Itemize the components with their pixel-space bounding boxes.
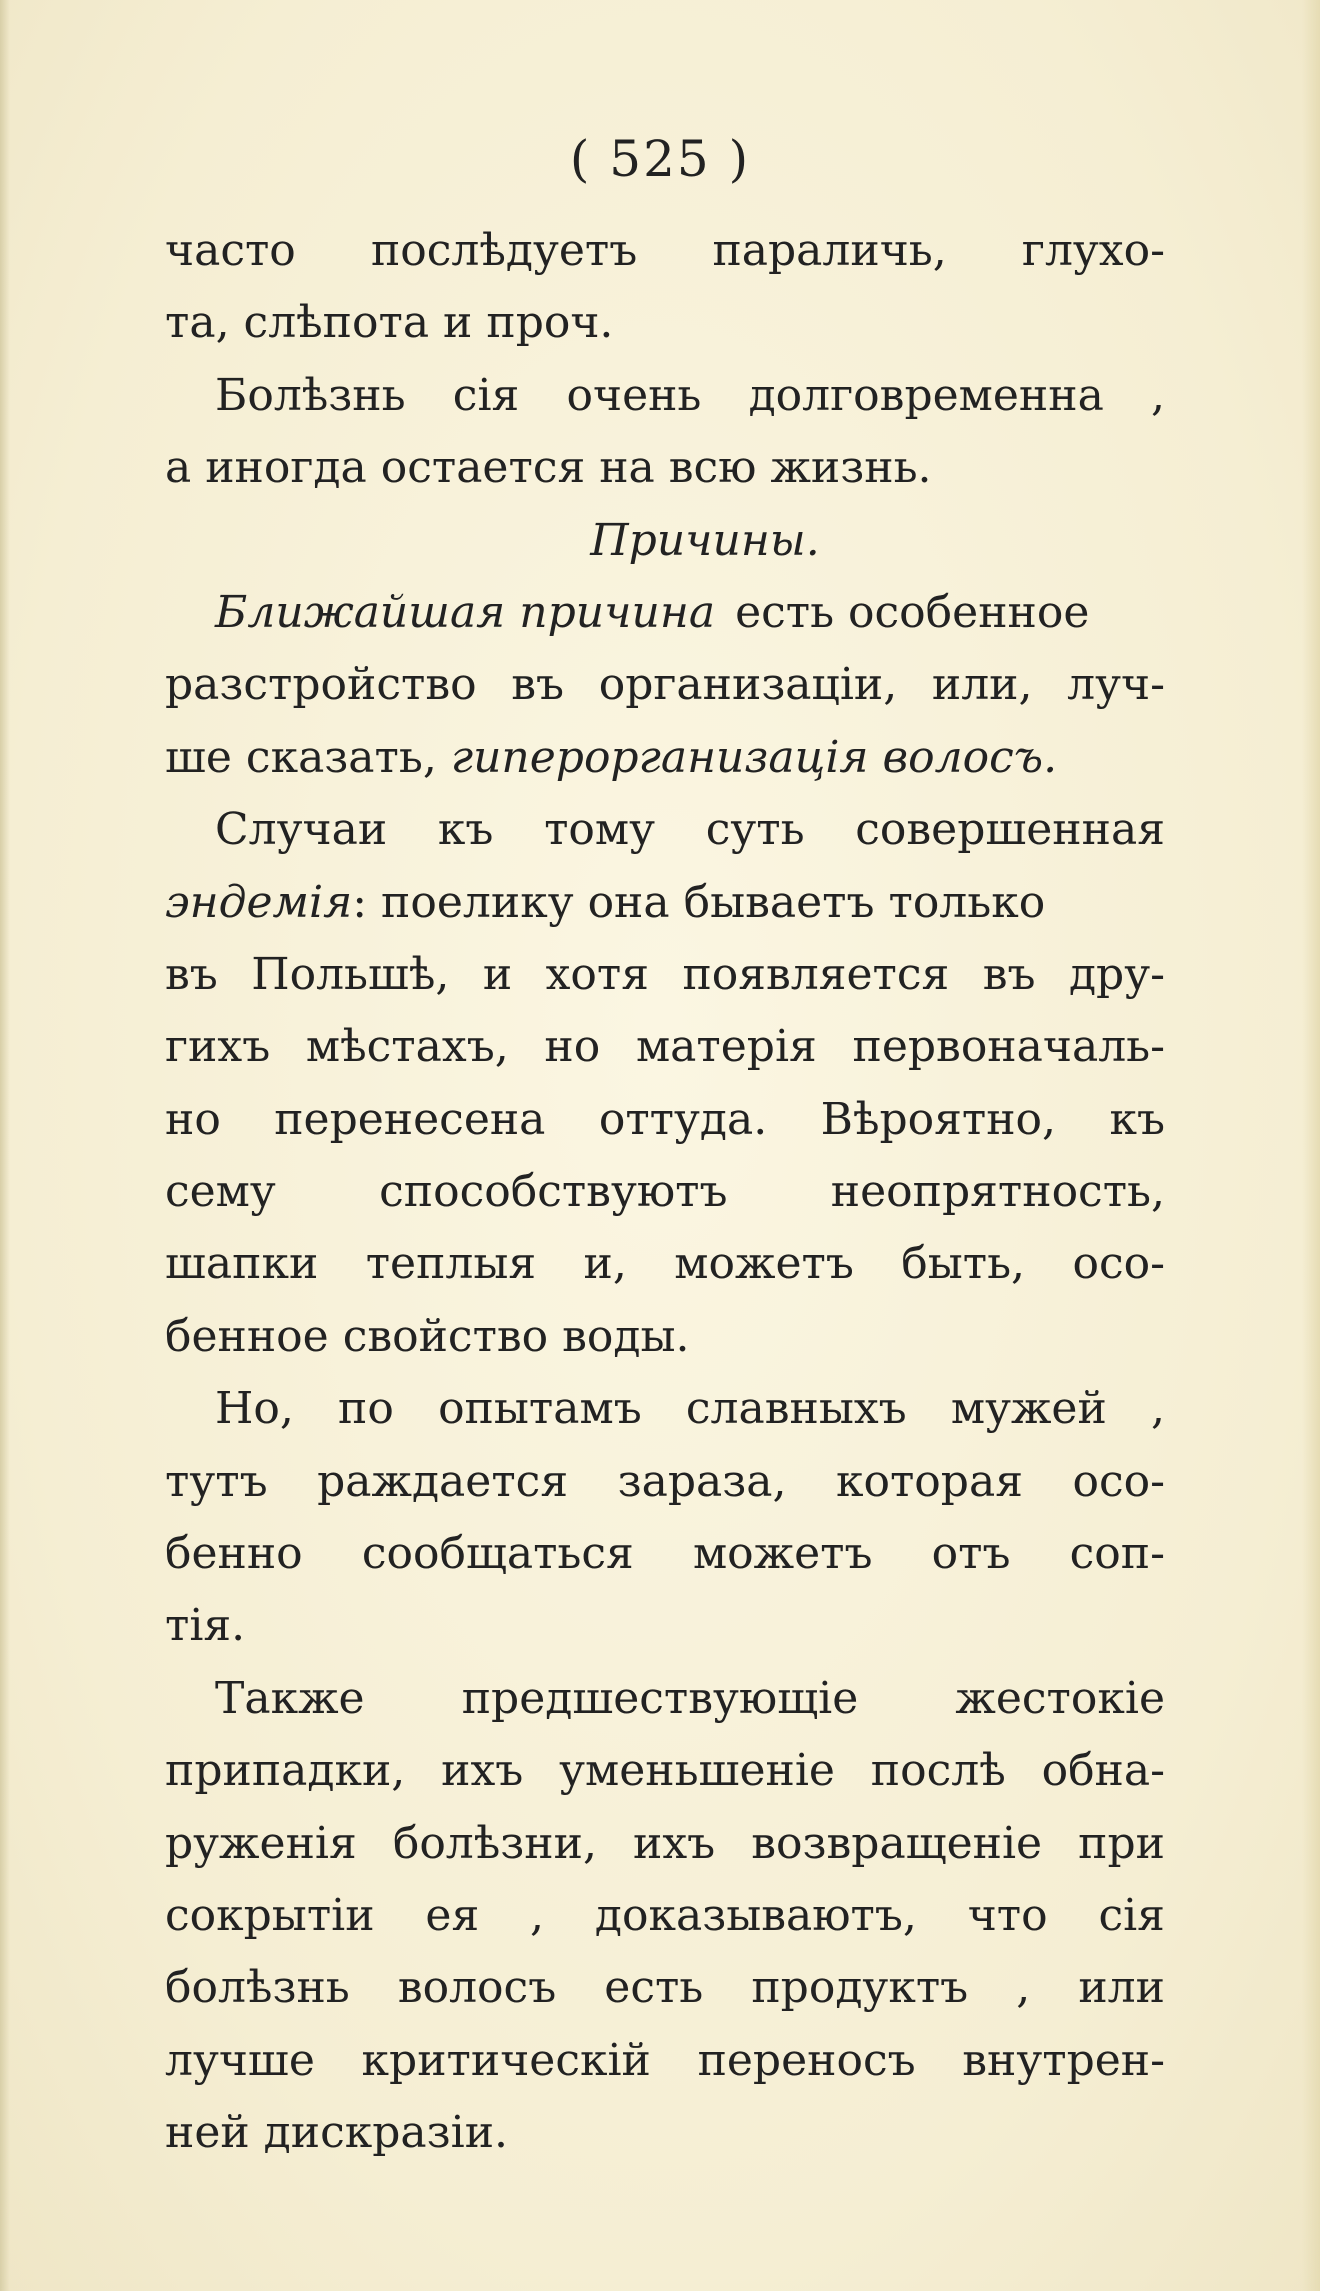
word: болѣзнь <box>165 1962 350 2014</box>
word: , <box>1151 369 1165 421</box>
word: способствуютъ <box>379 1166 728 1218</box>
text-line <box>165 1590 1165 1662</box>
text-line-content <box>215 1373 1165 1445</box>
word: обна- <box>1041 1745 1165 1797</box>
word: перенесена <box>274 1093 546 1145</box>
text-line <box>165 1880 1165 1952</box>
word: , <box>1016 1962 1031 2014</box>
word: Но, <box>215 1383 294 1435</box>
word: появляется <box>682 948 950 1000</box>
text-line-content <box>165 1952 1165 2024</box>
word: по <box>338 1383 394 1435</box>
word: ихъ <box>633 1817 716 1869</box>
word: ея <box>425 1889 480 1941</box>
word: хотя <box>545 948 650 1000</box>
text-line <box>165 360 1165 432</box>
word: сообщаться <box>361 1528 634 1580</box>
word: Вѣроятно, <box>820 1093 1057 1145</box>
word: послѣ <box>870 1745 1006 1797</box>
text-line-content: ней дискразiи. <box>165 2107 509 2159</box>
word: можетъ <box>692 1528 873 1580</box>
word: возвращенiе <box>751 1817 1043 1869</box>
italic-term: Ближайшая причина <box>215 586 716 638</box>
word: внутрен- <box>962 2034 1165 2086</box>
text-line <box>165 1663 1165 1735</box>
word: опытамъ <box>438 1383 642 1435</box>
text-line <box>165 1011 1165 1083</box>
word: лучше <box>165 2034 315 2086</box>
word: и <box>482 948 513 1000</box>
word: осо- <box>1072 1238 1165 1290</box>
italic-term: эндемiя <box>165 876 353 928</box>
text-line-content <box>165 1808 1165 1880</box>
word: быть, <box>901 1238 1026 1290</box>
word: можетъ <box>674 1238 854 1290</box>
word: уменьшенiе <box>559 1745 835 1797</box>
word: но <box>544 1021 601 1073</box>
word: мужей <box>950 1383 1107 1435</box>
word: къ <box>437 804 494 856</box>
text-line <box>165 1446 1165 1518</box>
text-line <box>165 432 1165 504</box>
text-line <box>165 215 1165 287</box>
word: бенно <box>165 1528 303 1580</box>
word: параличь, <box>712 225 947 276</box>
text-line <box>165 1735 1165 1807</box>
word: волосъ <box>397 1962 557 2014</box>
text-line-content <box>165 1011 1165 1083</box>
text-line <box>165 867 1165 939</box>
word: славныхъ <box>685 1383 907 1435</box>
body-text <box>165 215 1165 2170</box>
word: или <box>1078 1962 1165 2014</box>
word: зараза, <box>617 1455 787 1507</box>
text-line-content <box>215 360 1165 432</box>
word: шапки <box>165 1238 319 1290</box>
word: есть <box>604 1962 704 2014</box>
word: въ <box>511 659 565 711</box>
word: раждается <box>317 1455 569 1507</box>
text-line <box>165 794 1165 866</box>
text-line <box>165 1301 1165 1373</box>
word: критическiй <box>361 2034 651 2086</box>
text-line-content: а иногда остается на всю жизнь. <box>165 442 932 494</box>
text-line <box>165 2097 1165 2169</box>
word: организацiи, <box>598 659 898 711</box>
text-line-content <box>165 1156 1165 1228</box>
word: отъ <box>931 1528 1011 1580</box>
word: въ <box>165 948 218 1000</box>
text-line <box>165 1228 1165 1300</box>
word: мѣстахъ, <box>305 1021 509 1073</box>
italic-term: гиперорганизацiя волосъ. <box>450 731 1058 783</box>
text-line-content <box>165 1880 1165 1952</box>
word: суть <box>705 804 805 856</box>
page-edge-right <box>1302 0 1320 2291</box>
text-line-content: есть особенное <box>735 586 1090 638</box>
word: въ <box>982 948 1036 1000</box>
word: дру- <box>1068 948 1165 1000</box>
text-line-content: бенное свойство воды. <box>165 1310 690 1362</box>
text-line-content <box>165 1446 1165 1518</box>
word: луч- <box>1067 659 1165 711</box>
word: гихъ <box>165 1021 271 1073</box>
text-line-content <box>215 1663 1165 1735</box>
word: тому <box>544 804 656 856</box>
word: переносъ <box>697 2034 916 2086</box>
word: и, <box>583 1238 627 1290</box>
word: осо- <box>1072 1455 1165 1507</box>
word: матерiя <box>635 1021 817 1073</box>
word: что <box>967 1889 1048 1941</box>
text-line <box>165 577 1165 649</box>
word: , <box>530 1889 545 1941</box>
word: къ <box>1109 1093 1165 1145</box>
word: предшествующiе <box>461 1672 859 1724</box>
word: при <box>1078 1817 1165 1869</box>
word: сiя <box>1098 1889 1165 1941</box>
section-heading: Причины. <box>590 514 820 566</box>
word: совершенная <box>855 804 1165 856</box>
word: ихъ <box>441 1745 524 1797</box>
text-line-content <box>165 1735 1165 1807</box>
word: Также <box>215 1672 365 1724</box>
word: которая <box>835 1455 1023 1507</box>
word: сему <box>165 1166 276 1218</box>
word: продуктъ <box>751 1962 969 2014</box>
text-line <box>165 722 1165 794</box>
word: очень <box>566 369 702 421</box>
text-line <box>165 1952 1165 2024</box>
text-line <box>165 287 1165 359</box>
word: Болѣзнь <box>215 369 406 421</box>
text-line-content <box>215 794 1165 866</box>
word: первоначаль- <box>852 1021 1165 1073</box>
word: Польшѣ, <box>251 948 450 1000</box>
text-line-content <box>165 215 1165 287</box>
word: послѣдуетъ <box>370 225 638 276</box>
text-line-content <box>165 1228 1165 1300</box>
text-line <box>165 1808 1165 1880</box>
word: или, <box>931 659 1033 711</box>
word: соп- <box>1069 1528 1165 1580</box>
text-line <box>165 2025 1165 2097</box>
text-line-content: та, слѣпота и проч. <box>165 297 614 349</box>
text-line <box>165 1518 1165 1590</box>
word: доказываютъ, <box>594 1889 917 1941</box>
word: руженiя <box>165 1817 357 1869</box>
page-number: ( 525 ) <box>569 130 751 188</box>
text-line <box>165 1156 1165 1228</box>
text-line-content: тiя. <box>165 1600 246 1652</box>
word: , <box>1151 1383 1165 1435</box>
text-line-content <box>165 1084 1165 1156</box>
text-line <box>165 1084 1165 1156</box>
word: разстройство <box>165 659 477 711</box>
page-edge-left <box>0 0 10 2291</box>
word: но <box>165 1093 221 1145</box>
text-line <box>165 939 1165 1011</box>
word: часто <box>165 225 296 276</box>
text-line-content <box>165 2025 1165 2097</box>
word: жестокiе <box>955 1672 1165 1724</box>
word: болѣзни, <box>392 1817 597 1869</box>
section-heading-line <box>165 505 1165 577</box>
text-line <box>165 1373 1165 1445</box>
text-line <box>165 649 1165 721</box>
word: глухо- <box>1021 225 1165 276</box>
text-line-content: : поелику она бываетъ только <box>352 876 1046 928</box>
word: неопрятность, <box>830 1166 1165 1218</box>
word: тутъ <box>165 1455 268 1507</box>
text-line-content <box>165 939 1165 1011</box>
text-line-content: ше сказать, <box>165 731 437 783</box>
word: Случаи <box>215 804 388 856</box>
word: теплыя <box>365 1238 537 1290</box>
word: долговременна <box>748 369 1104 421</box>
text-line-content <box>165 1518 1165 1590</box>
word: сокрытiи <box>165 1889 375 1941</box>
word: оттуда. <box>598 1093 768 1145</box>
text-line-content <box>165 649 1165 721</box>
word: припадки, <box>165 1745 406 1797</box>
word: сія <box>452 369 520 421</box>
